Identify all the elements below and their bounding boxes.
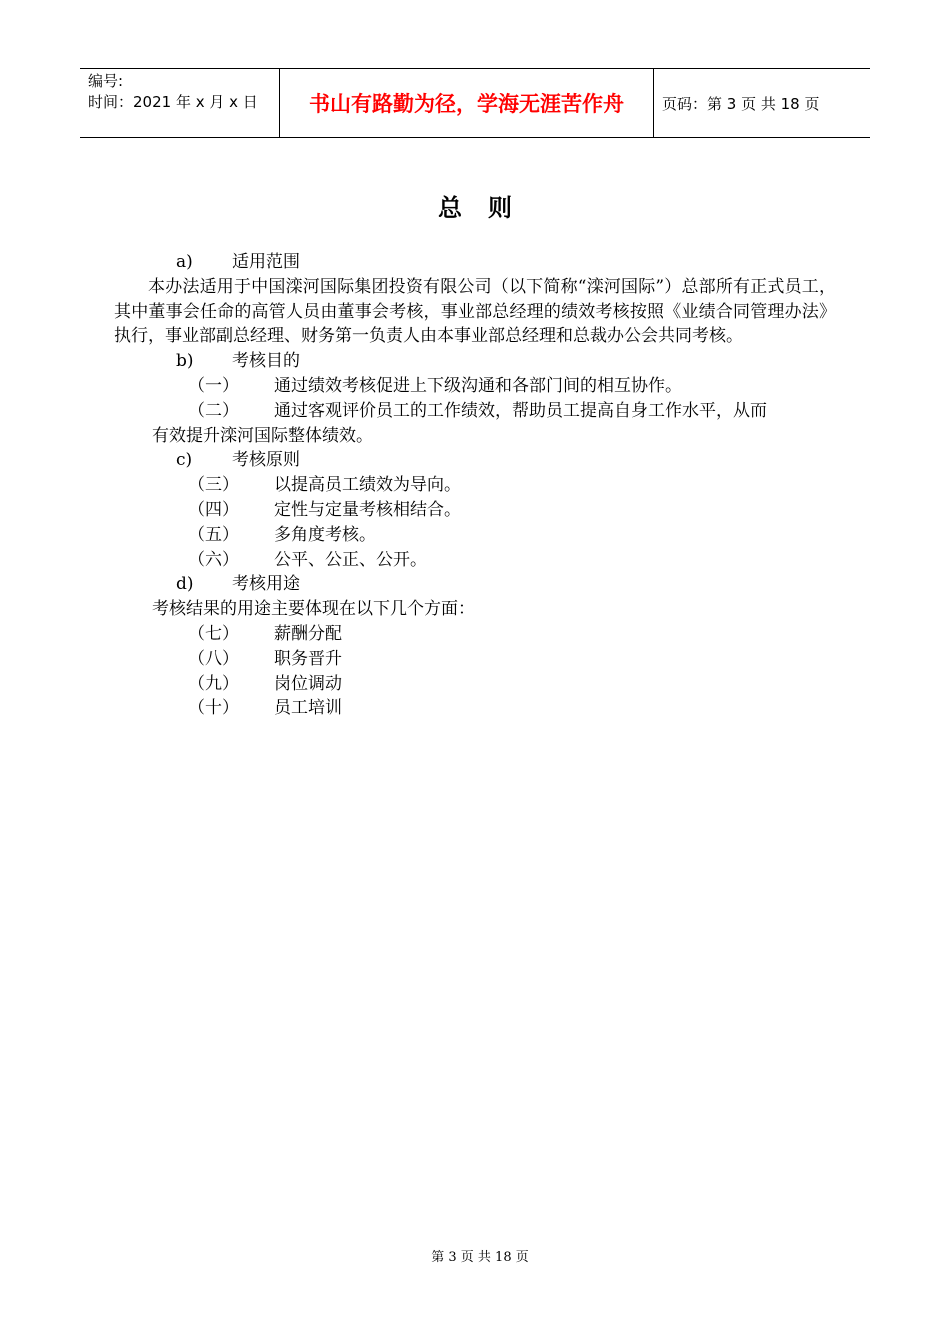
item-label: （五） — [188, 524, 239, 545]
list-item — [114, 399, 836, 424]
item-text: 员工培训 — [274, 698, 342, 719]
section-heading: 考核原则 — [232, 450, 300, 471]
item-text: 薪酬分配 — [274, 623, 342, 644]
section-label: d) — [176, 574, 194, 595]
section-d-intro: 考核结果的用途主要体现在以下几个方面： — [152, 599, 475, 620]
page-title: 总则 — [438, 194, 538, 222]
item-label: （一） — [188, 375, 239, 396]
section-label: b) — [176, 351, 194, 372]
header-meta — [80, 69, 280, 137]
section-c-heading — [114, 448, 836, 473]
section-a-heading — [114, 250, 836, 275]
list-item — [114, 523, 836, 548]
list-item — [114, 374, 836, 399]
number-label: 编号: — [88, 72, 124, 90]
list-item — [114, 498, 836, 523]
item-text: 公平、公正、公开。 — [274, 549, 427, 570]
list-item — [114, 473, 836, 498]
item-text: 通过绩效考核促进上下级沟通和各部门间的相互协作。 — [274, 375, 682, 396]
document-header — [80, 68, 870, 138]
item-label: （六） — [188, 549, 239, 570]
list-item — [114, 672, 836, 697]
list-item — [114, 548, 836, 573]
item-label: （十） — [188, 698, 239, 719]
section-heading: 考核用途 — [232, 574, 300, 595]
list-item — [114, 622, 836, 647]
section-label: c) — [176, 450, 193, 471]
section-heading: 考核目的 — [232, 351, 300, 372]
item-text: 多角度考核。 — [274, 524, 376, 545]
section-a-paragraph: 本办法适用于中国滦河国际集团投资有限公司（以下简称“滦河国际”）总部所有正式员工，其中董事会任命的高管人员由董事会考核，事业部总经理的绩效考核按照《业绩合同管理办法》执行，事业部副总经理、财务第一负责人由本事业部总经理和总裁办公会共同考核。 — [114, 276, 836, 347]
item-text: 岗位调动 — [274, 673, 342, 694]
item-label: （九） — [188, 673, 239, 694]
list-item — [114, 647, 836, 672]
item-continuation: 有效提升滦河国际整体绩效。 — [152, 425, 373, 446]
item-text: 职务晋升 — [274, 648, 342, 669]
item-label: （二） — [188, 400, 239, 421]
item-text: 以提高员工绩效为导向。 — [274, 475, 461, 496]
section-b-heading — [114, 349, 836, 374]
section-heading: 适用范围 — [232, 252, 300, 272]
document-body — [114, 250, 836, 721]
item-text: 通过客观评价员工的工作绩效，帮助员工提高自身工作水平，从而 — [274, 400, 767, 421]
item-label: （八） — [188, 648, 239, 669]
item-label: （四） — [188, 499, 239, 520]
item-label: （七） — [188, 623, 239, 644]
list-item — [114, 696, 836, 721]
page-footer: 第 3 页 共 18 页 — [431, 1250, 529, 1265]
time-label: 时间：2021 年 x 月 x 日 — [88, 93, 258, 111]
header-page-info: 页码：第 3 页 共 18 页 — [662, 94, 820, 113]
item-text: 定性与定量考核相结合。 — [274, 499, 461, 520]
header-motto: 书山有路勤为径，学海无涯苦作舟 — [280, 69, 654, 137]
item-label: （三） — [188, 475, 239, 496]
section-d-heading — [114, 572, 836, 597]
section-label: a) — [176, 252, 193, 272]
